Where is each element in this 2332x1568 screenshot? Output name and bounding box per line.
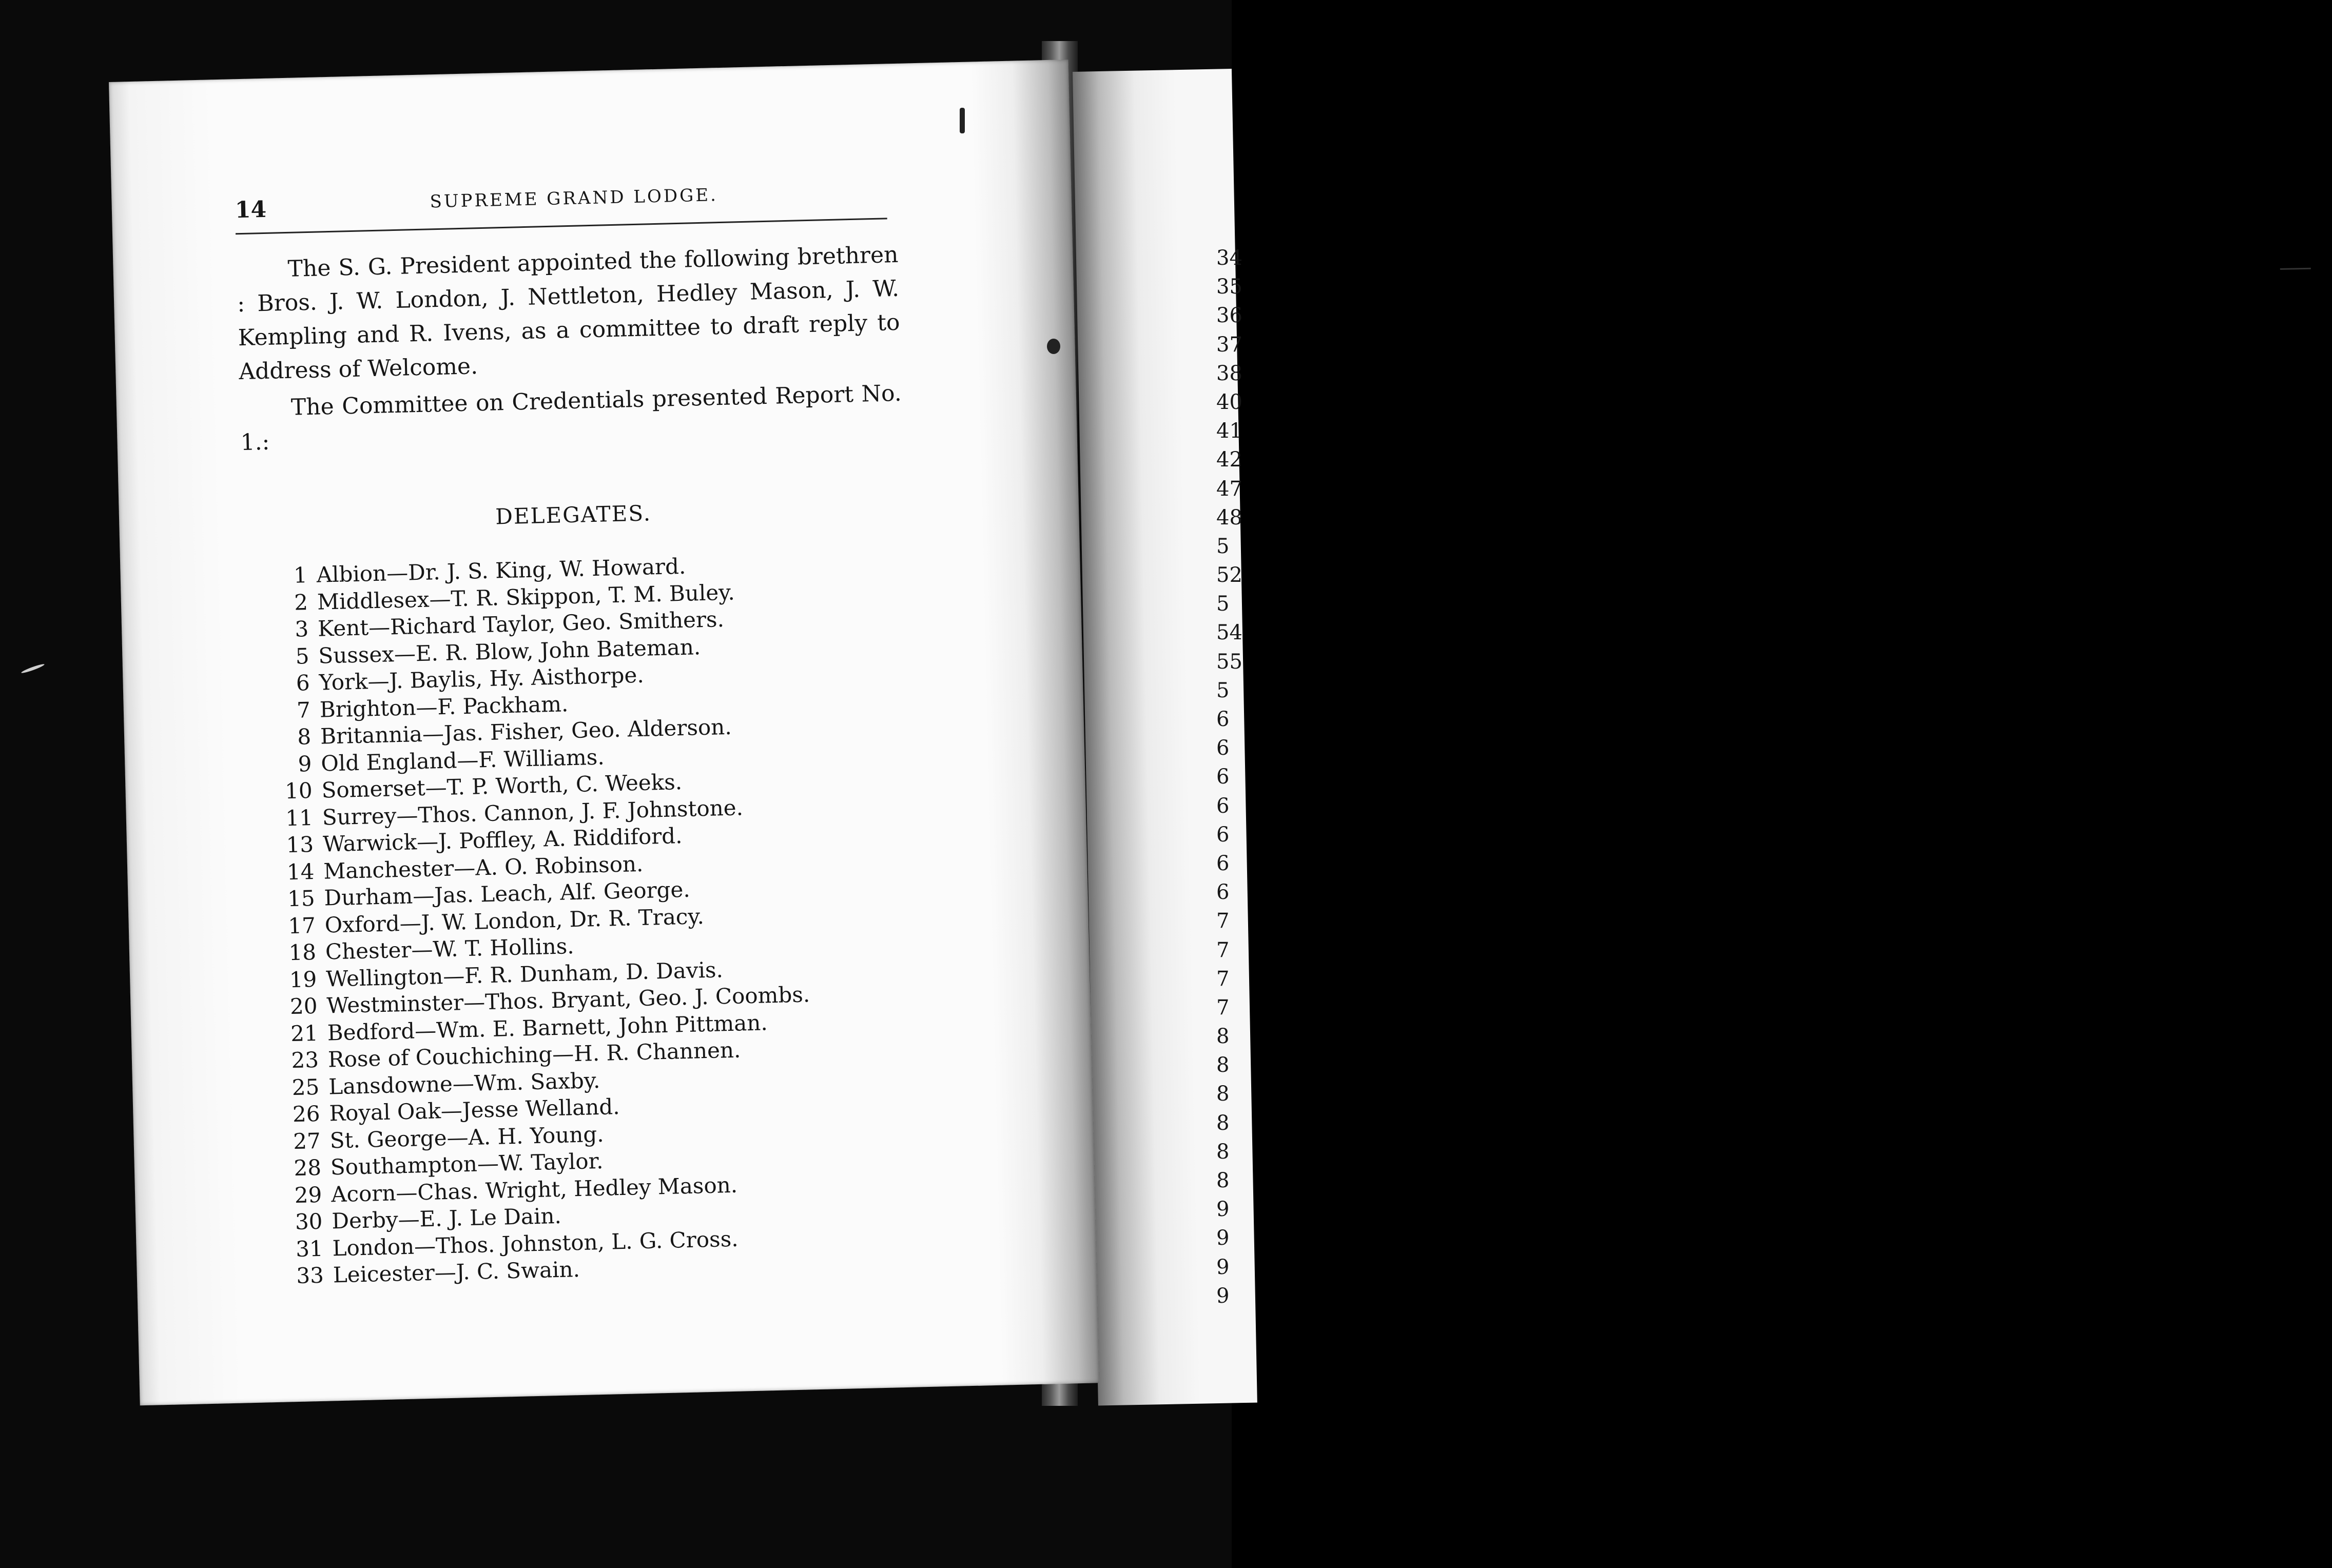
lodge-number: 9 bbox=[298, 751, 312, 777]
lodge-delegates: Derby—E. J. Le Dain. bbox=[331, 1203, 562, 1234]
right-page-number: 52 bbox=[1216, 563, 1242, 587]
right-page-number: 9 bbox=[1216, 1226, 1230, 1250]
right-page-number: 7 bbox=[1216, 909, 1230, 933]
lodge-delegates: Sussex—E. R. Blow, John Bateman. bbox=[318, 634, 701, 669]
lodge-number: 11 bbox=[285, 805, 314, 831]
paragraph-text: The S. G. President appointed the following brethren : Bros. J. W. London, J. Nettleton, Hedley Mason, J. W. Kempling and R. Ivens, as a committee to draft reply to Address of Welcome. bbox=[237, 241, 901, 385]
lodge-number: 6 bbox=[296, 670, 310, 696]
scan-speck bbox=[960, 108, 965, 133]
right-page-number: 37 bbox=[1216, 332, 1242, 357]
right-page-number: 8 bbox=[1216, 1082, 1230, 1106]
right-page-number: 38 bbox=[1216, 361, 1242, 385]
lodge-delegates: York—J. Baylis, Hy. Aisthorpe. bbox=[319, 662, 645, 695]
right-page-number: 5 bbox=[1216, 592, 1230, 616]
right-page-line-numbers bbox=[1216, 246, 1242, 1313]
lodge-number: 8 bbox=[297, 724, 312, 750]
lodge-delegates: Royal Oak—Jesse Welland. bbox=[328, 1094, 620, 1126]
right-page-number: 6 bbox=[1216, 851, 1230, 875]
lodge-delegates: Oxford—J. W. London, Dr. R. Tracy. bbox=[324, 903, 705, 938]
lodge-delegates: Warwick—J. Poffley, A. Riddiford. bbox=[322, 823, 683, 857]
right-page-number: 41 bbox=[1216, 419, 1242, 443]
lodge-number: 30 bbox=[295, 1208, 323, 1235]
right-page-number: 6 bbox=[1216, 822, 1230, 847]
lodge-delegates: Acorn—Chas. Wright, Hedley Mason. bbox=[331, 1172, 738, 1207]
lodge-number: 19 bbox=[289, 966, 317, 992]
right-page-number: 6 bbox=[1216, 736, 1230, 760]
lodge-number: 31 bbox=[295, 1236, 324, 1262]
lodge-delegates: Brighton—F. Packham. bbox=[319, 691, 569, 722]
right-page-rule bbox=[2280, 268, 2311, 270]
lodge-delegates: Westminster—Thos. Bryant, Geo. J. Coombs. bbox=[326, 982, 810, 1018]
lodge-number: 20 bbox=[289, 993, 318, 1020]
right-page-number: 8 bbox=[1216, 1169, 1230, 1192]
delegates-list bbox=[274, 547, 958, 1290]
right-page-number: 55 bbox=[1216, 650, 1242, 674]
page-number: 14 bbox=[235, 196, 267, 224]
right-page-number: 34 bbox=[1216, 246, 1242, 270]
lodge-number: 28 bbox=[293, 1154, 322, 1181]
paragraph-indent bbox=[237, 277, 288, 278]
right-page-number: 6 bbox=[1216, 765, 1230, 789]
paragraph-committee-appointment bbox=[236, 238, 901, 389]
right-page-number: 54 bbox=[1216, 621, 1242, 645]
lodge-number: 17 bbox=[287, 912, 316, 938]
right-page-number: 6 bbox=[1216, 794, 1230, 818]
right-page-number: 42 bbox=[1216, 448, 1242, 472]
right-page-number: 8 bbox=[1216, 1053, 1230, 1077]
lodge-delegates: Bedford—Wm. E. Barnett, John Pittman. bbox=[327, 1009, 768, 1045]
right-page-number: 9 bbox=[1216, 1255, 1230, 1279]
lodge-delegates: Southampton—W. Taylor. bbox=[330, 1148, 604, 1180]
lodge-number: 23 bbox=[290, 1047, 319, 1073]
lodge-number: 33 bbox=[296, 1262, 324, 1289]
lodge-delegates: Leicester—J. C. Swain. bbox=[333, 1257, 580, 1288]
lodge-delegates: Rose of Couchiching—H. R. Channen. bbox=[327, 1037, 741, 1072]
lodge-delegates: Manchester—A. O. Robinson. bbox=[323, 851, 644, 884]
right-page-number: 6 bbox=[1216, 708, 1230, 731]
lodge-number: 13 bbox=[286, 832, 314, 858]
right-page-number: 48 bbox=[1216, 505, 1242, 530]
scan-speck bbox=[1047, 339, 1060, 354]
lodge-number: 7 bbox=[296, 697, 311, 723]
lodge-delegates: Surrey—Thos. Cannon, J. F. Johnstone. bbox=[322, 794, 744, 830]
lodge-number: 29 bbox=[294, 1182, 322, 1208]
lodge-delegates: Somerset—T. P. Worth, C. Weeks. bbox=[321, 769, 683, 803]
right-page-number: 47 bbox=[1216, 477, 1242, 501]
right-page-number: 7 bbox=[1216, 995, 1230, 1020]
lodge-delegates: Albion—Dr. J. S. King, W. Howard. bbox=[316, 553, 686, 587]
right-page-number: 6 bbox=[1216, 880, 1230, 905]
right-page-number: 7 bbox=[1216, 967, 1230, 991]
lodge-delegates: Lansdowne—Wm. Saxby. bbox=[328, 1067, 600, 1099]
lodge-number: 3 bbox=[294, 616, 309, 642]
lodge-delegates: Old England—F. Williams. bbox=[320, 744, 605, 776]
right-page-number: 5 bbox=[1216, 678, 1230, 702]
right-page-number: 35 bbox=[1216, 275, 1242, 299]
lodge-delegates: Kent—Richard Taylor, Geo. Smithers. bbox=[317, 606, 725, 641]
right-page-number: 7 bbox=[1216, 938, 1230, 962]
lodge-number: 5 bbox=[295, 643, 310, 669]
left-page bbox=[109, 60, 1099, 1405]
lodge-number: 1 bbox=[293, 562, 308, 588]
lodge-delegates: Wellington—F. R. Dunham, D. Davis. bbox=[325, 956, 724, 992]
lodge-delegates: Britannia—Jas. Fisher, Geo. Alderson. bbox=[320, 714, 732, 749]
scan-speck bbox=[21, 663, 45, 674]
right-page-number: 36 bbox=[1216, 304, 1242, 328]
lodge-delegates: St. George—A. H. Young. bbox=[329, 1121, 605, 1153]
lodge-delegates: Durham—Jas. Leach, Alf. George. bbox=[324, 876, 691, 911]
right-page-number: 8 bbox=[1216, 1025, 1230, 1049]
paragraph-text: The Committee on Credentials presented Report No. 1.: bbox=[240, 380, 902, 456]
paragraph-credentials-report bbox=[239, 377, 903, 460]
lodge-delegates: London—Thos. Johnston, L. G. Cross. bbox=[332, 1226, 739, 1261]
right-page-number: 8 bbox=[1216, 1140, 1230, 1164]
right-page-number: 9 bbox=[1216, 1198, 1230, 1222]
lodge-delegates: Chester—W. T. Hollins. bbox=[325, 933, 575, 965]
lodge-number: 27 bbox=[293, 1128, 321, 1154]
delegates-heading: DELEGATES. bbox=[495, 500, 652, 530]
lodge-number: 26 bbox=[292, 1101, 321, 1127]
header-rule bbox=[236, 218, 887, 234]
lodge-number: 25 bbox=[292, 1074, 320, 1100]
paragraph-indent bbox=[240, 415, 291, 416]
lodge-number: 14 bbox=[286, 858, 315, 885]
right-page-number: 8 bbox=[1216, 1111, 1230, 1135]
running-head: SUPREME GRAND LODGE. bbox=[430, 185, 718, 212]
right-page-number: 9 bbox=[1216, 1284, 1230, 1308]
lodge-delegates: Middlesex—T. R. Skippon, T. M. Buley. bbox=[317, 579, 735, 615]
lodge-number: 10 bbox=[284, 778, 313, 804]
lodge-number: 18 bbox=[288, 939, 317, 966]
lodge-number: 21 bbox=[290, 1020, 319, 1046]
lodge-number: 15 bbox=[287, 885, 316, 912]
lodge-number: 2 bbox=[294, 589, 308, 615]
right-page-number: 40 bbox=[1216, 390, 1242, 414]
right-page-number: 5 bbox=[1216, 534, 1230, 558]
